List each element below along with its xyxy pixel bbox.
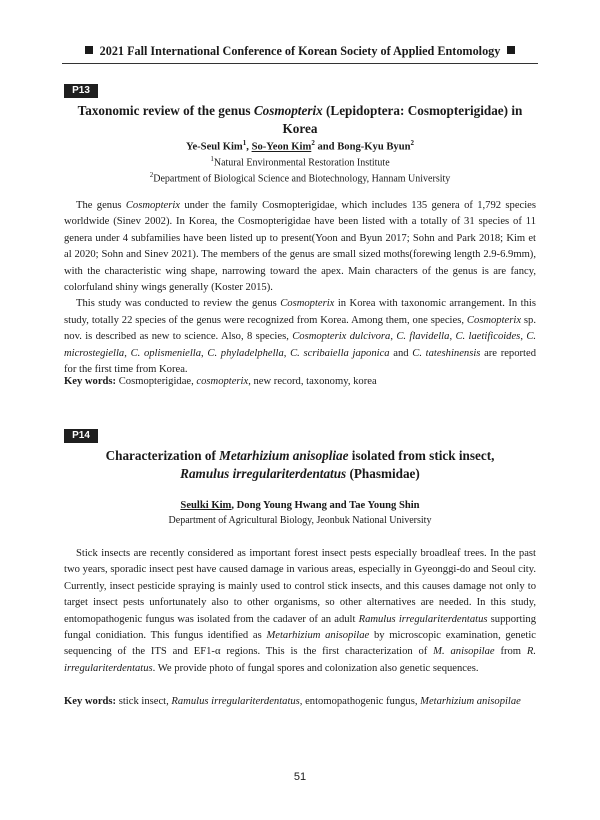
title-line — [62, 465, 538, 483]
text-run: , — [201, 347, 208, 359]
text-run: sp. nov. is described as new to science. Also, 8 species, — [64, 314, 536, 343]
keywords-text: , new record, taxonomy, korea — [248, 376, 377, 387]
affiliation-text: Natural Environmental Restoration Institute — [213, 157, 390, 169]
poster-badge-p13: P13 — [64, 84, 98, 98]
page-number: 51 — [293, 771, 307, 783]
italic-run: C. microstegiella — [64, 331, 537, 359]
author-name: Ye-Seul Kim — [185, 141, 243, 153]
p13-authors — [62, 139, 538, 153]
affiliation-line — [62, 153, 538, 169]
p14-title-text: Characterization of — [105, 448, 220, 463]
text-run: from — [494, 646, 527, 658]
text-run: , — [520, 331, 527, 343]
author-sup: 1 — [242, 139, 247, 147]
p13-title-genus: Cosmopterix — [253, 103, 323, 118]
keywords-italic: Metarhizium anisopilae — [420, 696, 521, 707]
keywords-italic: Ramulus irregulariterdentatus, — [171, 696, 303, 707]
italic-run: C. scribaiella japonica — [290, 347, 390, 359]
italic-run: Cosmopterix — [466, 314, 522, 326]
keywords-text: stick insect, — [116, 696, 172, 707]
header-divider — [62, 63, 538, 64]
p14-abstract — [64, 546, 536, 677]
poster-badge-p14: P14 — [64, 429, 98, 443]
italic-run: Cosmopterix — [280, 298, 335, 310]
text-run: The genus — [76, 200, 126, 211]
affil-sup: 1 — [210, 155, 214, 163]
p14-title-species: Metarhizium anisopliae — [219, 448, 349, 463]
p14-title-species: Ramulus irregulariterdentatus — [180, 466, 347, 481]
affiliation-text: Department of Agricultural Biology, Jeonbuk National University — [168, 515, 432, 526]
keywords-text: Cosmopterigidae, — [116, 376, 197, 387]
keywords-label: Key words: — [64, 376, 117, 387]
italic-run: C. oplismeniella — [130, 347, 202, 359]
text-run: by microscopic examination, genetic sequencing of the ITS and EF1-α regions. This is the first characterization of — [64, 630, 536, 658]
italic-run: C. laetificoides — [455, 331, 521, 343]
running-header — [62, 44, 538, 59]
italic-run: C. phyladelphella — [207, 347, 284, 359]
square-bullet-icon — [507, 46, 515, 54]
affiliation-text: Department of Biological Science and Biotechnology, Hannam University — [153, 173, 451, 185]
italic-run: Cosmopterix dulcivora — [292, 331, 391, 343]
text-run: in Korea with taxonomic arrangement. In this study, totally 22 species of the genus were recognized from Korea. Among them, one species, — [64, 298, 536, 326]
author-sup: 2 — [410, 139, 415, 147]
italic-run: C. flavidella — [396, 331, 450, 343]
text-run: , — [449, 331, 456, 343]
author-sep: and — [314, 141, 338, 153]
italic-run: R. irregulariterdentatus — [64, 646, 537, 674]
text-run: Stick insects are recently considered as important forest insect pests especially broadleaf trees. In the past two years, sporadic insect pest have caused damage in various areas, especially in Gyeonggi-do and Seoul city. Currently, insect pesticide spraying is mainly used to control stick insects, and this causes damage not only to target insect pests unfortunately also to other organisms, so other alternatives are needed. In this study, entomopathogenic fungus was isolated from the cadaver of an adult — [64, 548, 536, 625]
author-name: Bong-Kyu Byun — [337, 141, 411, 153]
p13-keywords — [64, 376, 536, 387]
p14-title-text: isolated from stick insect, — [348, 448, 495, 463]
keywords-label: Key words: — [64, 696, 117, 707]
abstract-paragraph — [64, 198, 536, 296]
square-bullet-icon — [85, 46, 93, 54]
p14-authors — [62, 500, 538, 511]
keywords-text: entomopathogenic fungus, — [302, 696, 421, 707]
author-sep: , — [246, 141, 252, 153]
p13-affiliations — [62, 153, 538, 186]
text-run: , — [124, 347, 131, 359]
p14-title-text: (Phasmidae) — [346, 466, 420, 481]
italic-run: M. anisopilae — [433, 646, 495, 658]
p14-keywords — [64, 696, 536, 707]
author-names: , Dong Young Hwang and Tae Young Shin — [231, 500, 420, 511]
abstract-paragraph — [64, 546, 536, 677]
italic-run: Metarhizium anisopilae — [266, 630, 370, 642]
text-run: under the family Cosmopterigidae, which includes 135 genera of 1,792 species worldwide (Sinev 2002). In Korea, the Cosmopterigidae have been listed with a totally of 31 species of 11 genera under 4 subfamilies have been listed up to present(Yoon and Byun 2017; Sohn and Park 2018; Kim et al 2020; Sohn and Sinev 2021). The members of the genus are small sized moths(forewing length 2.9-6.9mm), with the characteristic wing shape, narrowing toward the apex. Main characters of the genus is are fancy, colorfuland shiny wings generally (Koster 2015). — [64, 200, 536, 294]
p14-affiliation — [62, 514, 538, 527]
italic-run: Cosmopterix — [125, 200, 181, 211]
presenting-author-name: Seulki Kim — [180, 500, 232, 511]
affil-sup: 2 — [149, 171, 154, 180]
text-run: supporting fungal conidiation. This fungus identified as — [64, 613, 536, 642]
title-line — [62, 447, 538, 465]
p14-title — [62, 447, 538, 483]
p13-title-text: (Lepidoptera: Cosmopterigidae) in Korea — [282, 103, 523, 136]
p13-abstract — [64, 198, 536, 378]
text-run: . We provide photo of fungal spores and colonization also genetic sequences. — [152, 662, 479, 674]
affiliation-line — [62, 169, 538, 185]
abstract-paragraph — [64, 296, 536, 378]
p13-title — [62, 102, 538, 138]
text-run: , — [283, 347, 291, 359]
text-run: are reported for the first time from Korea. — [64, 347, 536, 376]
italic-run: C. tateshinensis — [412, 347, 481, 359]
keywords-italic: cosmopterix — [196, 376, 249, 387]
author-sup: 2 — [311, 139, 315, 147]
italic-run: Ramulus irregulariterdentatus — [358, 613, 488, 625]
presenting-author-name: So-Yeon Kim — [251, 141, 312, 153]
text-run: and — [389, 347, 413, 359]
text-run: This study was conducted to review the genus — [76, 298, 281, 310]
p13-title-text: Taxonomic review of the genus — [77, 103, 254, 118]
header-text: 2021 Fall International Conference of Korean Society of Applied Entomology — [99, 44, 501, 58]
text-run: , — [390, 331, 397, 343]
